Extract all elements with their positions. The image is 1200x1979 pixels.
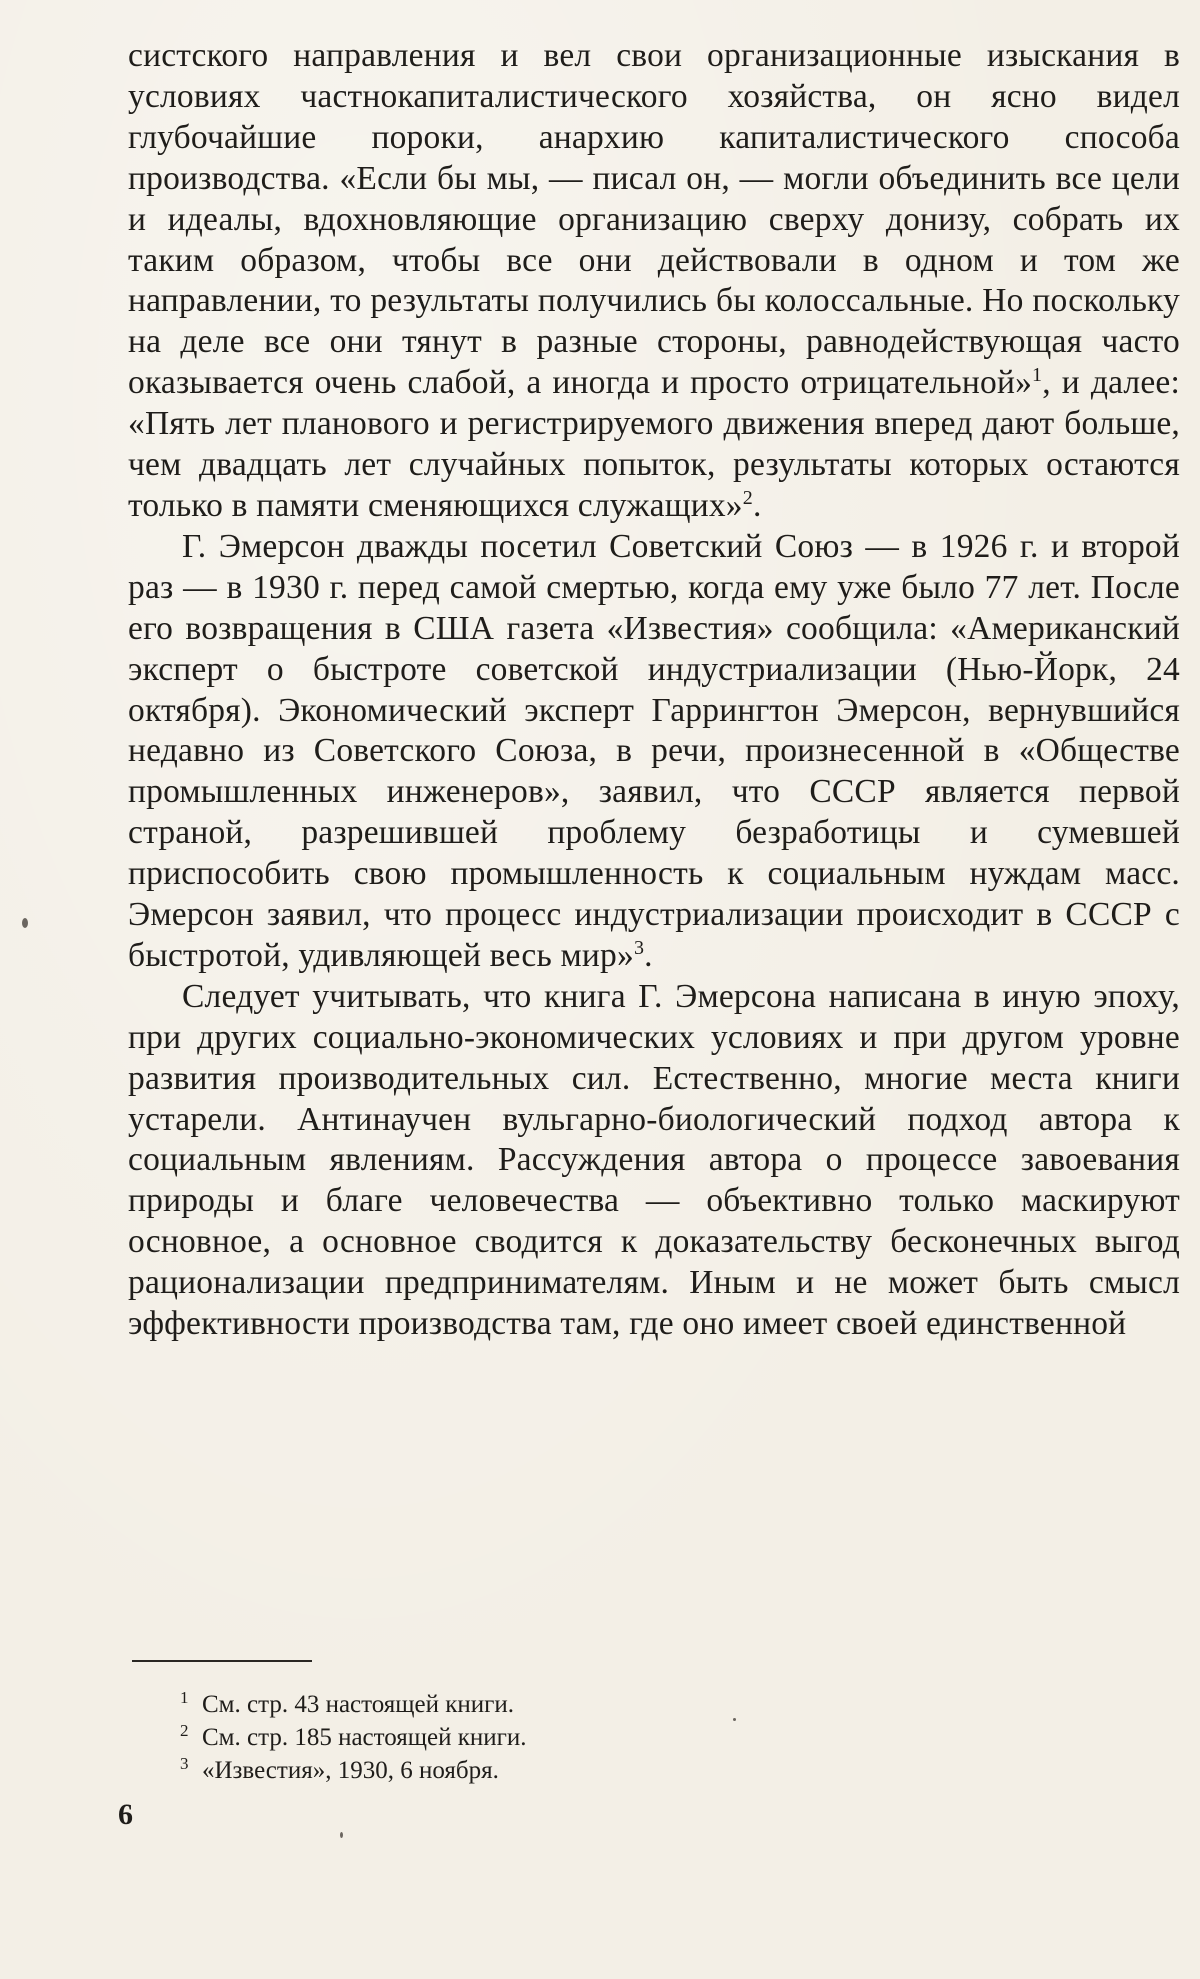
paragraph-3 <box>128 977 1180 1345</box>
footnote-text: См. стр. 43 настоящей книги. <box>202 1691 515 1718</box>
print-speck <box>340 1832 343 1838</box>
main-text <box>128 36 1180 1345</box>
footnote-3: 3 «Известия», 1930, 6 ноября. <box>180 1753 499 1784</box>
footnote-ref-3: 3 <box>633 936 645 959</box>
paragraph-2: Г. Эмерсон дважды посетил Советский Союз — в 1926 г. и второй раз — в 1930 г. перед самой смертью, когда ему уже было 77 лет. После его возвращения в США газета «Известия» сообщила: «Американский эксперт о быстроте советской индустриализации (Нью-Йорк, 24 октября). Экономический эксперт Гаррингтон Эмерсон, вернувшийся недавно из Советского Союза, в речи, произнесенной в «Обществе промышленных инженеров», заявил, что СССР является первой страной, разрешившей проблему безработицы и сумевшей приспособить свою промышленность к социальным нуждам масс. Эмерсон заявил, что процесс индустриализации происходит в СССР с быстротой, удивляющей весь мир»$^3$. <box>128 527 1180 974</box>
paragraph-3-text: Следует учитывать, что книга Г. Эмерсона написана в иную эпоху, при других социально-экономических условиях и при другом уровне развития производительных сил. Естественно, многие места книги устарели. Антинаучен вульгарно-биологический подход автора к социальным явлениям. Рассуждения автора о процессе завоевания природы и благе человечества — объективно только маскируют основное, а основное сводится к доказательству бесконечных выгод рационализации предпринимателям. Иным и не может быть смысл эффективности производства там, где оно имеет своей единственной <box>128 977 1180 1343</box>
print-speck <box>733 1718 736 1721</box>
footnote-ref-1: 1 <box>1032 364 1043 387</box>
footnote-2: 2 См. стр. 185 настоящей книги. <box>180 1720 527 1751</box>
footnotes <box>180 1688 880 1787</box>
paragraph-1: систского направления и вел свои организационные изыскания в условиях частнокапиталистического хозяйства, он ясно видел глубочайшие пороки, анархию капиталистического способа производства. «Если бы мы, — писал он, — могли объединить все цели и идеалы, вдохновляющие организацию сверху донизу, собрать их таким образом, чтобы все они действовали в одном и том же направлении, то результаты получились бы колоссальные. Но поскольку на деле все они тянут в разные стороны, равнодействующая часто оказывается очень слабой, а иногда и просто отрицательной»$^1$, и далее: «Пять лет планового и регистрируемого движения вперед дают больше, чем двадцать лет случайных попыток, результаты которых остаются только в памяти сменяющихся служащих»$^2$. <box>128 37 1180 524</box>
paragraph-1-text: систского направления и вел свои организационные изыскания в условиях частнокапиталистического хозяйства, он ясно видел глубочайшие пороки, анархию капиталистического способа производства. «Если бы мы, — писал он, — могли объединить все цели и идеалы, вдохновляющие организацию сверху донизу, собрать их таким образом, чтобы все они действовали в одном и том же направлении, то результаты получились бы колоссальные. Но поскольку на деле все они тянут в разные стороны, равнодействующая часто оказывается очень слабой, а иногда и просто отрицательной» <box>128 37 1180 402</box>
footnote-ref-2: 2 <box>742 486 753 509</box>
footnote-1: 1 См. стр. 43 настоящей книги. <box>180 1687 515 1718</box>
print-speck <box>22 918 28 928</box>
footnote-text: См. стр. 185 настоящей книги. <box>202 1724 527 1751</box>
footnote-text: «Известия», 1930, 6 ноября. <box>202 1757 499 1784</box>
page-number: 6 <box>118 1798 133 1831</box>
paragraph-2-text: Г. Эмерсон дважды посетил Советский Союз — в 1926 г. и второй раз — в 1930 г. перед самой смертью, когда ему уже было 77 лет. После его возвращения в США газета «Известия» сообщила: «Американский эксперт о быстроте советской индустриализации (Нью-Йорк, 24 октября). Экономический эксперт Гаррингтон Эмерсон, вернувшийся недавно из Советского Союза, в речи, произнесенной в «Обществе промышленных инженеров», заявил, что СССР является первой страной, разрешившей проблему безработицы и сумевшей приспособить свою промышленность к социальным нуждам масс. Эмерсон заявил, что процесс индустриализации происходит в СССР с быстротой, удивляющей весь мир» <box>128 527 1180 974</box>
footnote-divider <box>132 1660 312 1662</box>
paragraph-1-continuation: , и далее: «Пять лет планового и регистрируемого движения вперед дают больше, чем двадцать лет случайных попыток, результаты которых остаются только в памяти сменяющихся служащих» <box>128 364 1180 524</box>
